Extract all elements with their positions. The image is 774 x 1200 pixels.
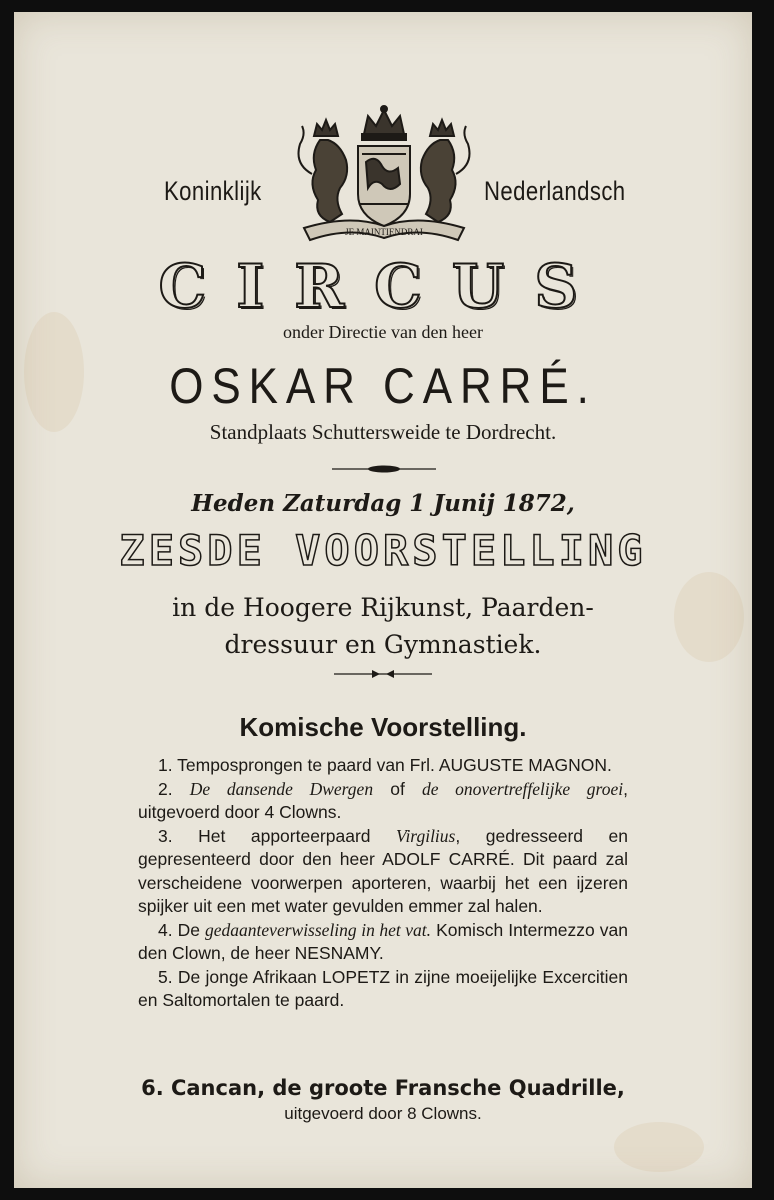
program-item-text: of [373,778,422,799]
program-item-text: , gedresseerd en gepresenteerd door den heer ADOLF CARRÉ. Dit paard zal verscheidene voorwerpen aporteren, waarbij het een ijzeren spijker uit een met water gevulden emmer zal halen. [138,825,628,916]
program-item-text: De dansende Dwergen [189,778,374,799]
program-item-number: 3. [158,825,199,846]
header-row [14,104,752,254]
director-name: OSKAR CARRÉ. [169,358,597,414]
ornament-divider-icon [332,464,436,474]
program-item-text: De [177,919,206,940]
program-item-text: Komisch Intermezzo van den Clown, de heer NESNAMY. [138,919,629,963]
location-line: Standplaats Schuttersweide te Dordrecht. [209,420,557,444]
section-title: Komische Voorstelling. [239,712,527,742]
program-item-text: De jonge Afrikaan LOPETZ in zijne moeijelijke Excercitien en Saltomortalen te paard. [138,966,629,1010]
paper-stain [614,1122,704,1172]
program-item-text: , uitgevoerd door 4 Clowns. [138,778,628,822]
arrow-ornament-icon [334,669,432,679]
program-item-text: gedaanteverwisseling in het vat. [205,919,432,940]
program-item [138,825,628,919]
program-item [138,966,628,1013]
title-text: CIRCUS [158,252,608,322]
poster-sheet [14,12,752,1188]
date-line: Heden Zaturdag 1 Junij 1872, [191,490,575,517]
royal-coat-of-arms-icon [290,104,478,254]
subtitle-line-1: in de Hoogere Rijkunst, Paarden- [172,593,594,622]
program-item [138,754,628,778]
program-item [138,778,628,825]
program-item [138,919,628,966]
program-item-number: 2. [158,778,190,799]
crest-motto: JE MAINTIENDRAI [345,227,423,237]
finale-subline: uitgevoerd door 8 Clowns. [284,1104,482,1123]
program-item-text: Het apporteerpaard [198,825,397,846]
program-item-number: 4. [158,919,178,940]
header-left-word: Koninklijk [164,176,262,206]
finale-line: 6. Cancan, de groote Fransche Quadrille, [141,1076,625,1100]
program-item-number: 1. [158,755,178,775]
subtitle-line-2: dressuur en Gymnastiek. [224,630,542,659]
performance-title: ZESDE VOORSTELLING [119,526,647,575]
poster-title [14,252,752,322]
program-item-text: de onovertreffelijke groei [421,778,624,799]
program-item-text: Temposprongen te paard van Frl. AUGUSTE MAGNON. [177,755,612,775]
header-right-word: Nederlandsch [484,176,626,206]
directie-line: onder Directie van den heer [283,322,483,342]
program-list [138,754,628,1013]
program-item-number: 5. [158,966,178,987]
program-item-text: Virgilius [396,825,456,846]
